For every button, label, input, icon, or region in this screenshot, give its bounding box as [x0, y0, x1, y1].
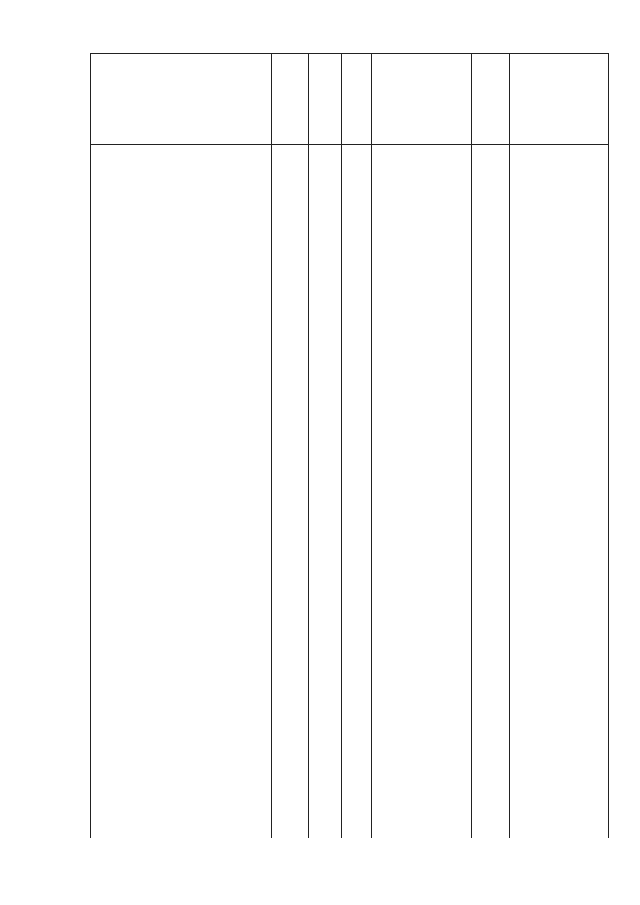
column-divider	[371, 54, 372, 838]
header-podrazdel	[342, 54, 371, 144]
header-summa	[510, 54, 608, 144]
column-divider	[308, 54, 309, 838]
header-vedomstvo	[272, 54, 308, 144]
column-divider	[509, 54, 510, 838]
header-celevaya	[372, 54, 471, 144]
table-header	[91, 54, 608, 145]
header-razdel	[309, 54, 341, 144]
header-gruppa	[472, 54, 509, 144]
header-name	[91, 54, 271, 144]
column-divider	[271, 54, 272, 838]
column-divider	[341, 54, 342, 838]
column-divider	[471, 54, 472, 838]
budget-table	[90, 53, 609, 838]
